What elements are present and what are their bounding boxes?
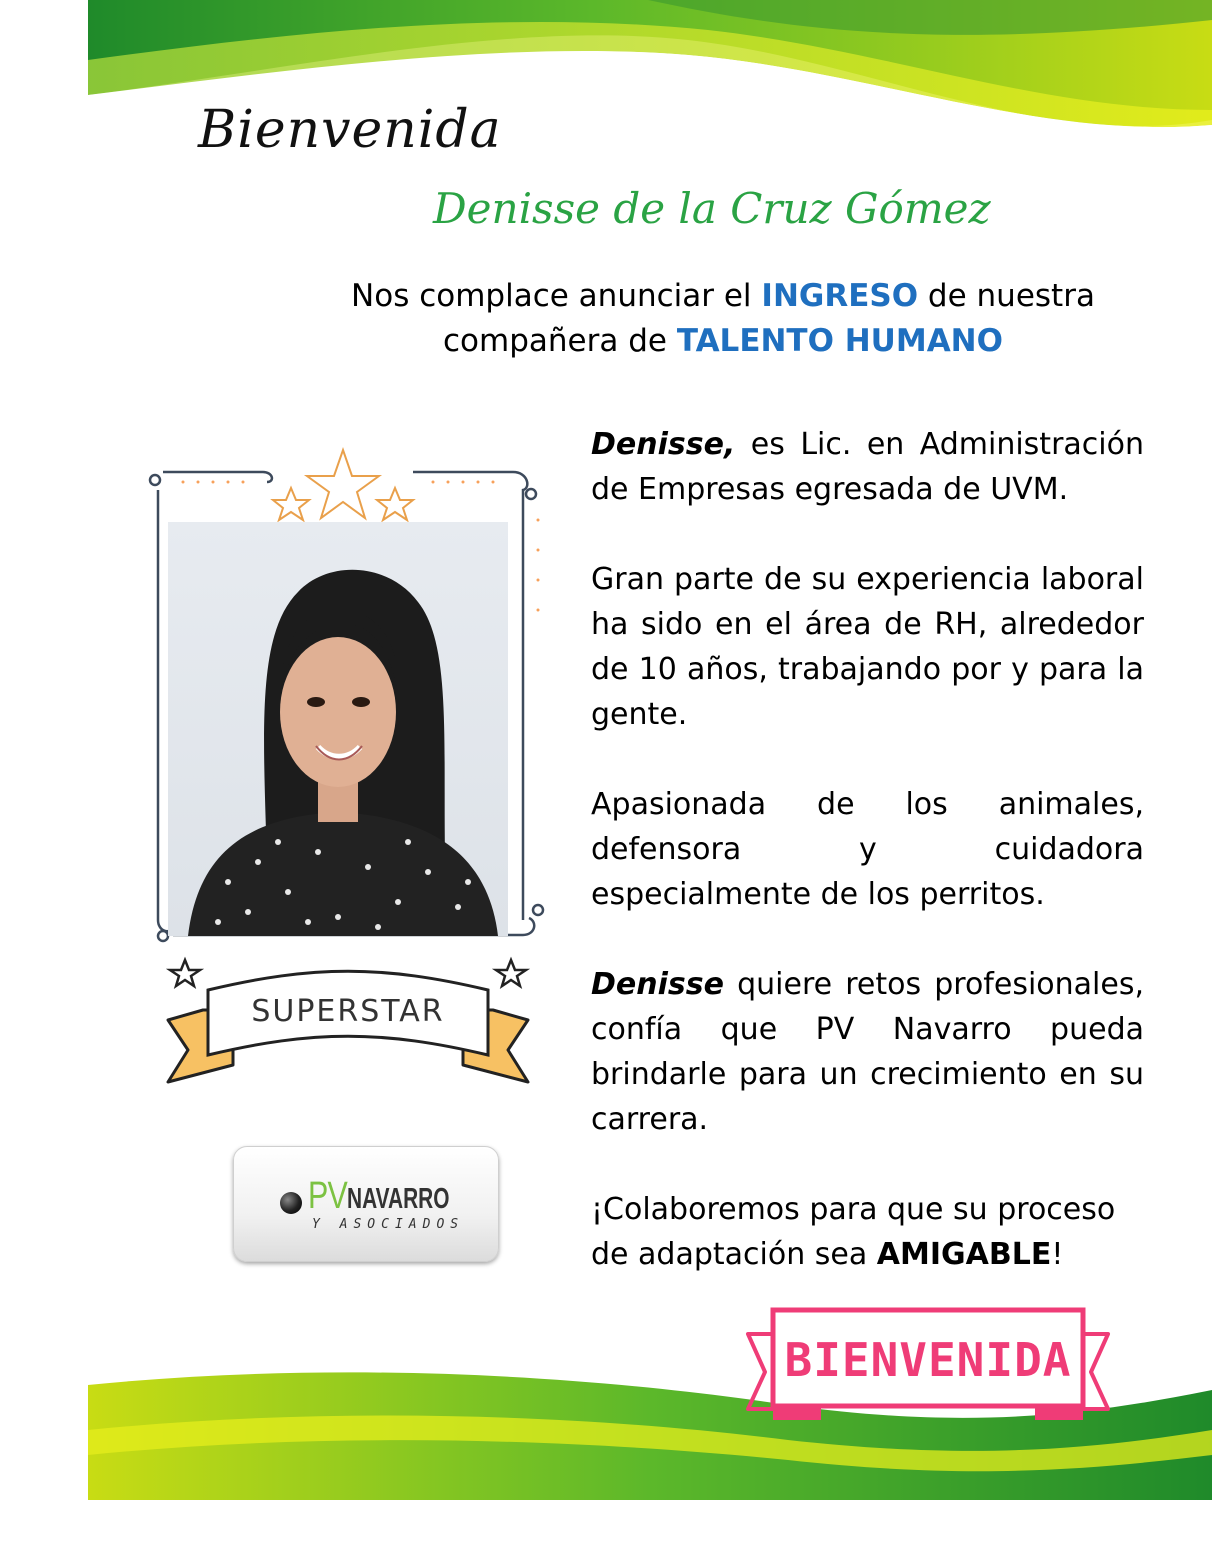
employee-photo	[168, 522, 508, 936]
bio-paragraph-1: Denisse, es Lic. en Administración de Empresas egresada de UVM.	[591, 427, 1144, 507]
ribbon-star-icon	[170, 960, 200, 986]
announcement	[338, 274, 1108, 364]
bienvenida-stamp	[743, 1304, 1113, 1424]
small-star-icon	[377, 488, 413, 520]
greeting-heading: Bienvenida	[198, 100, 502, 160]
bio-paragraph-5: ¡Colaboremos para que su proceso de adaptación sea AMIGABLE!	[591, 1192, 1116, 1272]
bio-paragraph-2: Gran parte de su experiencia laboral ha sido en el área de RH, alrededor de 10 años, trabajando por y para la gente.	[591, 562, 1144, 732]
company-logo	[233, 1146, 499, 1262]
logo-navarro: NAVARRO	[347, 1183, 450, 1215]
logo-pv: PV	[308, 1175, 347, 1217]
logo-sphere-icon	[280, 1192, 302, 1214]
employee-name: Denisse de la Cruz Gómez	[433, 184, 991, 233]
ribbon-label: SUPERSTAR	[251, 994, 445, 1029]
bio-text	[591, 422, 1144, 1277]
big-star-icon	[307, 450, 379, 518]
small-star-icon	[273, 488, 309, 520]
announcement-highlight-ingreso: INGRESO	[761, 278, 919, 314]
superstar-ribbon	[163, 950, 533, 1090]
announcement-text-2: de nuestra compañera de	[443, 278, 1095, 359]
bio-paragraph-3: Apasionada de los animales, defensora y cuidadora especialmente de los perritos.	[591, 787, 1144, 912]
stamp-label: BIENVENIDA	[784, 1333, 1072, 1387]
logo-subtitle: Y ASOCIADOS	[312, 1217, 465, 1232]
announcement-text-1: Nos complace anunciar el	[351, 278, 762, 314]
announcement-highlight-department: TALENTO HUMANO	[676, 323, 1003, 359]
bio-paragraph-4: Denisse quiere retos profesionales, confía que PV Navarro pueda brindarle para un crecimiento en su carrera.	[591, 967, 1144, 1137]
welcome-page	[88, 0, 1212, 1500]
portrait-illustration	[168, 522, 508, 936]
ribbon-star-icon	[496, 960, 526, 986]
